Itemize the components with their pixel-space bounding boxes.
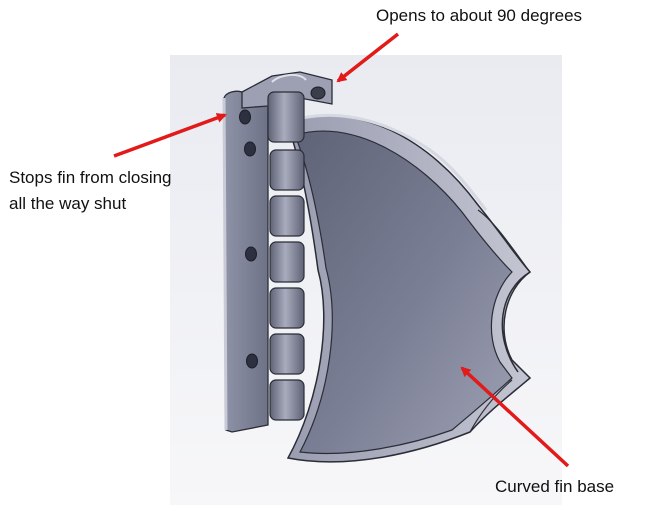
- hinge-knuckles: [268, 92, 304, 420]
- knuckle: [268, 92, 304, 142]
- knuckle: [270, 380, 304, 420]
- hinge-plate: [224, 86, 268, 432]
- mount-hole: [245, 142, 256, 156]
- knuckle: [270, 150, 304, 190]
- mount-hole: [247, 354, 258, 368]
- mount-hole: [240, 110, 251, 124]
- knuckle: [270, 196, 304, 236]
- knuckle: [270, 288, 304, 328]
- knuckle: [270, 242, 304, 282]
- hinge-plate-body: [224, 86, 268, 432]
- annotation-opens-label: Opens to about 90 degrees: [376, 6, 583, 25]
- annotation-stop-label: Stops fin from closing all the way shut: [9, 168, 172, 213]
- annotation-fin-base-label: Curved fin base: [495, 477, 615, 496]
- knuckle: [270, 334, 304, 374]
- hinge-plate-edge: [224, 98, 226, 430]
- mount-hole: [246, 247, 257, 261]
